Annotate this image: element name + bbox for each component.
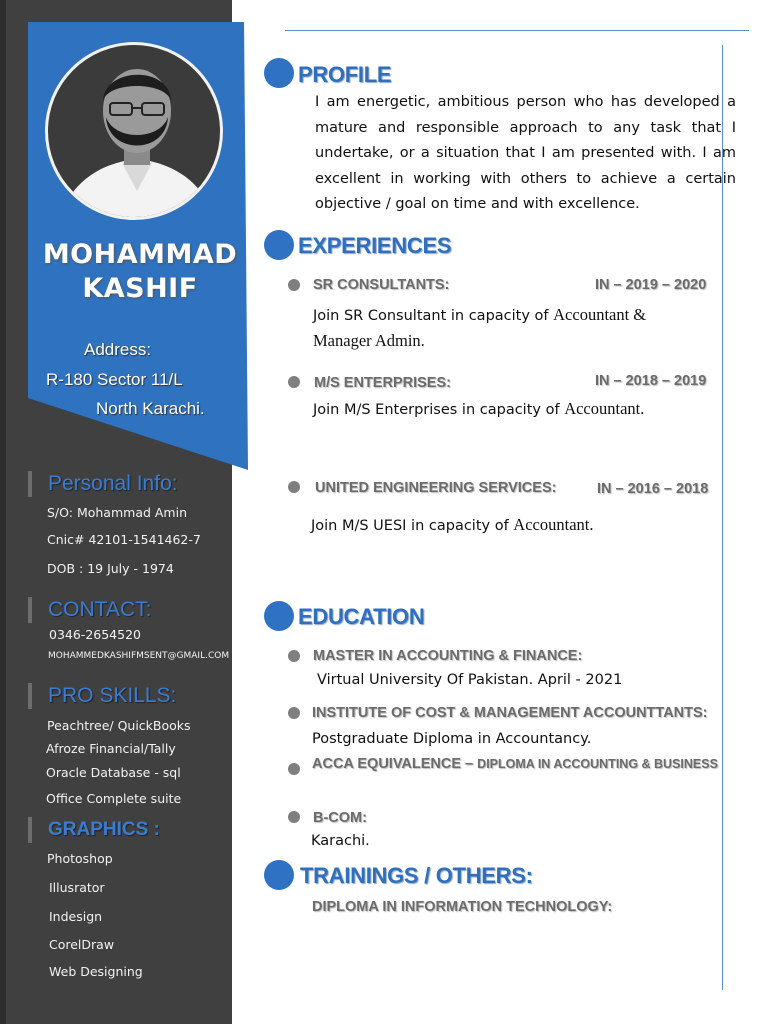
experience-desc — [313, 396, 644, 423]
experience-period: IN – 2016 – 2018 — [597, 481, 709, 497]
education-desc: Virtual University Of Pakistan. April - 2021 — [317, 672, 623, 688]
pro-skills-heading: PRO SKILLS: — [28, 683, 176, 709]
graphics-item: Photoshop — [47, 851, 113, 866]
skill-item: Afroze Financial/Tally — [46, 741, 176, 756]
profile-text: I am energetic, ambitious person who has developed a mature and responsible approach to any task that I undertake, or a situation that I am presented with. I am excellent in working with others to achieve a certain objective / goal on time and with excellence. — [315, 94, 736, 212]
graphics-heading: GRAPHICS : — [28, 817, 160, 843]
education-title: INSTITUTE OF COST & MANAGEMENT ACCOUNTTANTS: — [312, 705, 708, 721]
trainings-heading: TRAININGS / OTHERS: — [300, 863, 533, 888]
personal-info-item: Cnic# 42101-1541462-7 — [47, 532, 201, 547]
bullet-icon — [288, 481, 300, 493]
experience-period: IN – 2018 – 2019 — [595, 373, 707, 389]
address-line2: North Karachi. — [96, 399, 205, 418]
experience-desc-text: Join M/S UESI in capacity of — [311, 518, 509, 534]
profile-photo — [45, 42, 223, 220]
bullet-icon — [288, 376, 300, 388]
skill-item: Oracle Database - sql — [46, 765, 181, 780]
experience-desc — [313, 302, 646, 329]
experiences-heading: EXPERIENCES — [298, 233, 452, 258]
education-title — [312, 756, 718, 772]
person-name — [40, 238, 240, 306]
experience-desc-text: Join SR Consultant in capacity of — [313, 308, 549, 324]
personal-info-item: DOB : 19 July - 1974 — [47, 561, 174, 576]
top-rule — [285, 30, 749, 31]
education-title: MASTER IN ACCOUNTING & FINANCE: — [313, 648, 583, 664]
graphics-item: Illusrator — [49, 880, 105, 895]
graphics-item: Web Designing — [49, 964, 143, 979]
experience-desc-role: Accountant. — [513, 515, 594, 534]
skill-item: Office Complete suite — [46, 791, 182, 806]
experience-desc-role: Accountant. — [564, 399, 645, 418]
bullet-icon — [288, 763, 300, 775]
bullet-icon — [288, 650, 300, 662]
experience-title: SR CONSULTANTS: — [313, 277, 450, 293]
personal-info-heading: Personal Info: — [28, 471, 178, 497]
experience-desc-role: Accountant & — [553, 305, 647, 324]
address-line1: R-180 Sector 11/L — [46, 370, 183, 389]
experience-title: M/S ENTERPRISES: — [314, 375, 451, 391]
section-dot-icon — [264, 58, 294, 88]
bullet-icon — [288, 811, 300, 823]
education-title: B-COM: — [313, 810, 367, 826]
graphics-item: Indesign — [49, 909, 103, 924]
bullet-icon — [288, 279, 300, 291]
contact-phone: 0346-2654520 — [49, 627, 141, 642]
section-dot-icon — [264, 230, 294, 260]
name-line1: MOHAMMAD — [42, 239, 238, 270]
experience-period: IN – 2019 – 2020 — [595, 277, 707, 293]
personal-info-item: S/O: Mohammad Amin — [47, 505, 188, 520]
graphics-item: CorelDraw — [49, 937, 115, 952]
experience-desc-text: Join M/S Enterprises in capacity of — [313, 402, 560, 418]
profile-heading: PROFILE — [298, 62, 392, 87]
experience-desc-role: Manager Admin. — [313, 331, 425, 350]
bullet-icon — [288, 707, 300, 719]
experience-desc — [311, 512, 593, 539]
address-label: Address: — [84, 340, 152, 359]
education-heading: EDUCATION — [298, 604, 425, 629]
education-title-main: ACCA EQUIVALENCE – — [312, 756, 474, 772]
section-dot-icon — [264, 860, 294, 890]
education-title-sub: DIPLOMA IN ACCOUNTING & BUSINESS — [477, 757, 718, 771]
contact-heading: CONTACT: — [28, 597, 151, 623]
education-desc: Karachi. — [311, 833, 370, 849]
name-line2: KASHIF — [82, 273, 198, 304]
section-dot-icon — [264, 601, 294, 631]
contact-email: MOHAMMEDKASHIFMSENT@GMAIL.COM — [48, 651, 230, 661]
training-item: DIPLOMA IN INFORMATION TECHNOLOGY: — [312, 899, 613, 915]
education-desc: Postgraduate Diploma in Accountancy. — [312, 731, 592, 747]
skill-item: Peachtree/ QuickBooks — [47, 718, 191, 733]
experience-title: UNITED ENGINEERING SERVICES: — [315, 480, 557, 496]
